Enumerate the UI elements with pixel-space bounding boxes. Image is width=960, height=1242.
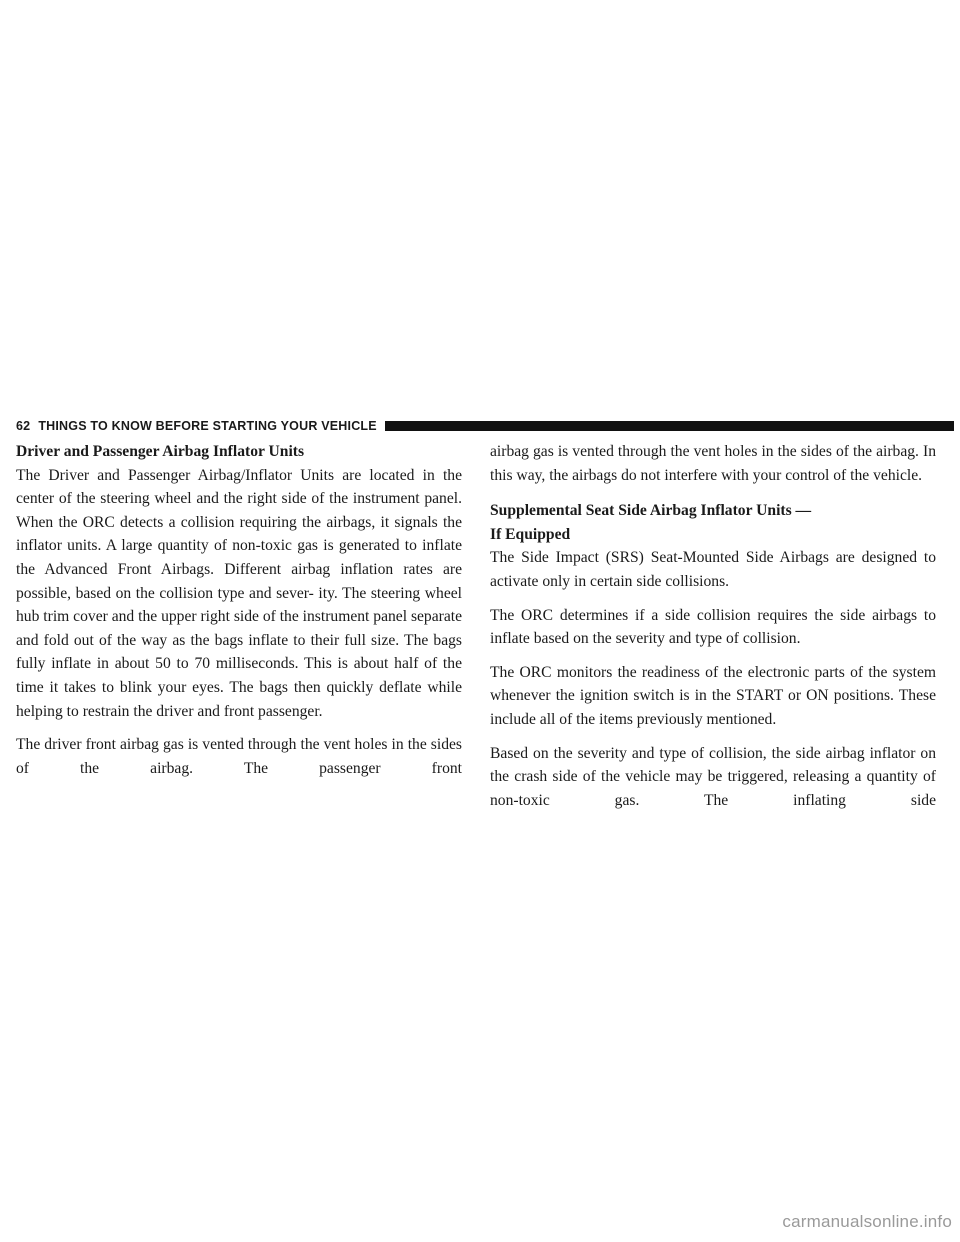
heading-line: Supplemental Seat Side Airbag Inflator Units — xyxy=(490,502,812,520)
paragraph: The driver front airbag gas is vented through the vent holes in the sides of the airbag. The passenger front xyxy=(16,736,462,777)
paragraph: airbag gas is vented through the vent holes in the sides of the airbag. In this way, the airbags do not interfere with your control of the vehicle. xyxy=(490,443,936,484)
section-title: THINGS TO KNOW BEFORE STARTING YOUR VEHICLE xyxy=(38,419,377,433)
paragraph: The ORC monitors the readiness of the electronic parts of the system whenever the ignition switch is in the START or ON positions. These include all of the items previously mentioned. xyxy=(490,663,936,728)
heading-line: If Equipped xyxy=(490,525,571,543)
heading-seat-side-airbag-inflator-units xyxy=(490,499,936,546)
right-column xyxy=(490,440,936,822)
page-header xyxy=(16,416,954,436)
paragraph: The Driver and Passenger Airbag/Inflator Units are located in the center of the steering wheel and the right side of the instrument panel. When the ORC detects a collision requiring the airbags, it signals the inflator units. A large quantity of non-toxic gas is generated to inflate the Advanced Front Airbags. Different airbag inflation rates are possible, based on the collision type and sever- ity. The steering wheel hub trim cover and the upper right side of the instrument panel separate and fold out of the way as the bags inflate to their full size. The bags fully inflate in about 50 to 70 milliseconds. This is about half of the time it takes to blink your eyes. The bags then quickly deflate while helping to restrain the driver and front passenger. xyxy=(16,466,463,720)
heading-driver-passenger-airbag-inflator-units: Driver and Passenger Airbag Inflator Units xyxy=(16,443,305,460)
page-number: 62 xyxy=(16,419,31,433)
watermark-text: carmanualsonline.info xyxy=(782,1212,952,1231)
paragraph: Based on the severity and type of collision, the side airbag inflator on the crash side of the vehicle may be triggered, releasing a quantity of non-toxic gas. The inflating side xyxy=(490,744,936,809)
paragraph: The ORC determines if a side collision requires the side airbags to inflate based on the severity and type of collision. xyxy=(490,606,936,648)
paragraph: The Side Impact (SRS) Seat-Mounted Side Airbags are designed to activate only in certain side collisions. xyxy=(490,549,936,590)
header-rule-bar xyxy=(385,421,954,431)
left-column xyxy=(16,440,462,790)
